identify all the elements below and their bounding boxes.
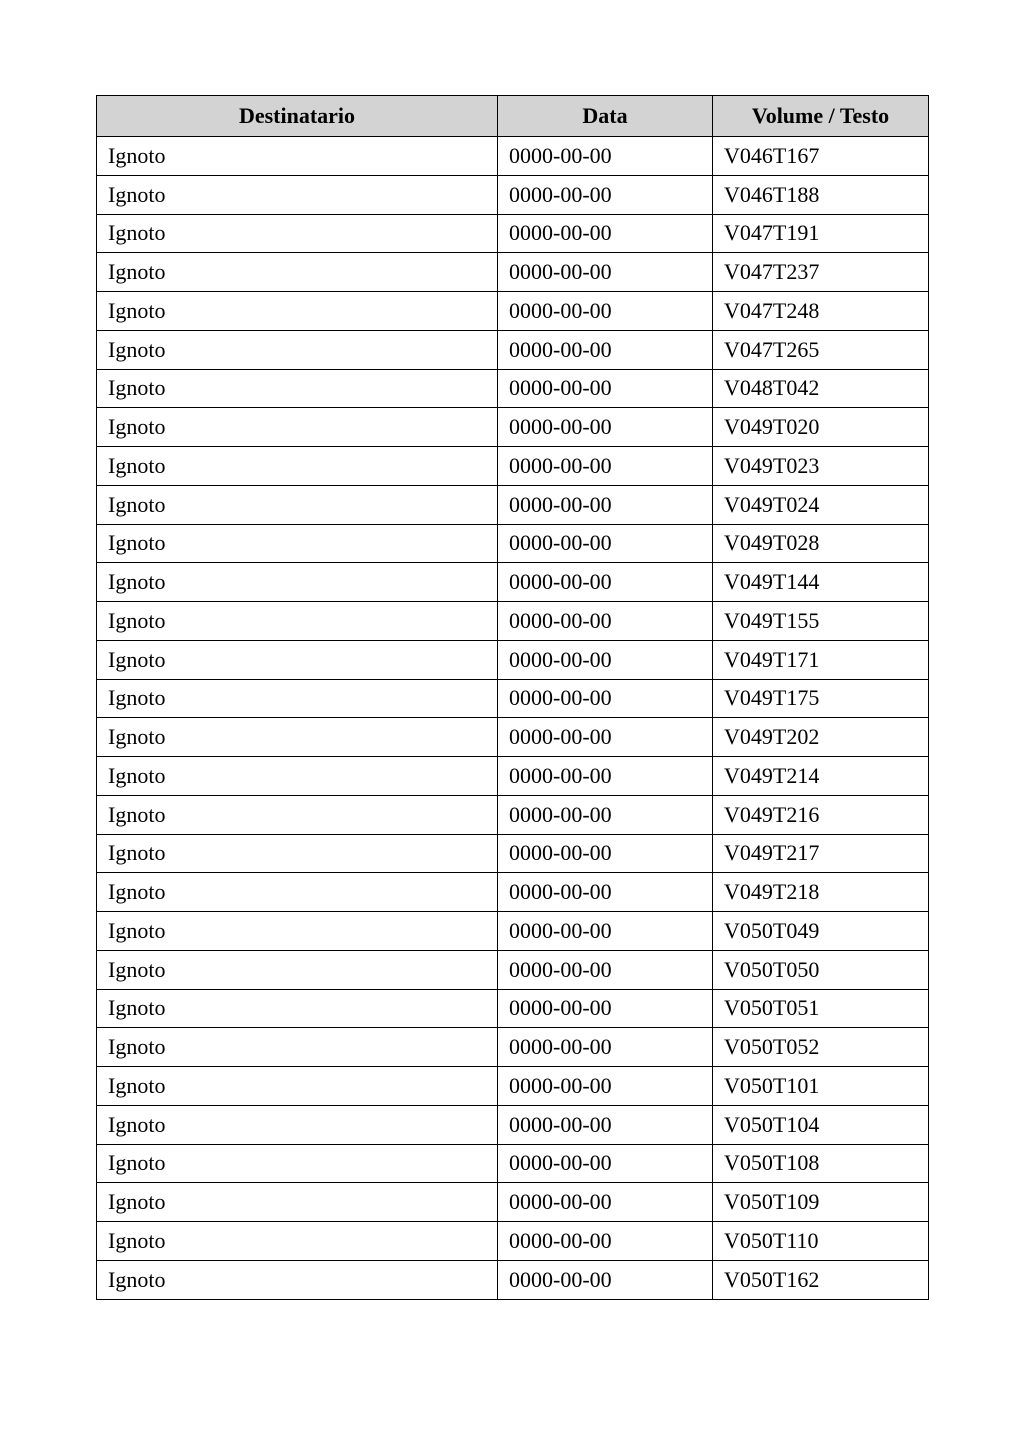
cell-data: 0000-00-00 (498, 1028, 713, 1067)
cell-data: 0000-00-00 (498, 757, 713, 796)
cell-volume: V049T144 (713, 563, 929, 602)
cell-data: 0000-00-00 (498, 1183, 713, 1222)
table-row (97, 1183, 929, 1222)
cell-destinatario: Ignoto (97, 1222, 498, 1261)
cell-volume: V050T108 (713, 1144, 929, 1183)
cell-volume: V048T042 (713, 369, 929, 408)
cell-data: 0000-00-00 (498, 253, 713, 292)
cell-volume: V046T167 (713, 137, 929, 176)
cell-volume: V049T214 (713, 757, 929, 796)
cell-data: 0000-00-00 (498, 718, 713, 757)
cell-data: 0000-00-00 (498, 563, 713, 602)
cell-destinatario: Ignoto (97, 1183, 498, 1222)
cell-volume: V049T202 (713, 718, 929, 757)
cell-destinatario: Ignoto (97, 369, 498, 408)
table-row (97, 137, 929, 176)
cell-volume: V050T051 (713, 989, 929, 1028)
cell-volume: V050T104 (713, 1105, 929, 1144)
cell-data: 0000-00-00 (498, 1144, 713, 1183)
table-row (97, 795, 929, 834)
cell-data: 0000-00-00 (498, 1067, 713, 1106)
table-row (97, 679, 929, 718)
cell-volume: V050T101 (713, 1067, 929, 1106)
table-row (97, 1144, 929, 1183)
cell-destinatario: Ignoto (97, 912, 498, 951)
cell-volume: V047T237 (713, 253, 929, 292)
table-body (97, 137, 929, 1300)
table-row (97, 447, 929, 486)
cell-volume: V047T265 (713, 330, 929, 369)
cell-destinatario: Ignoto (97, 447, 498, 486)
column-header-destinatario: Destinatario (97, 96, 498, 137)
cell-data: 0000-00-00 (498, 989, 713, 1028)
table-row (97, 369, 929, 408)
cell-data: 0000-00-00 (498, 485, 713, 524)
cell-destinatario: Ignoto (97, 1260, 498, 1299)
cell-data: 0000-00-00 (498, 447, 713, 486)
table-row (97, 330, 929, 369)
cell-destinatario: Ignoto (97, 137, 498, 176)
cell-data: 0000-00-00 (498, 214, 713, 253)
table-row (97, 175, 929, 214)
cell-destinatario: Ignoto (97, 1067, 498, 1106)
cell-volume: V049T028 (713, 524, 929, 563)
cell-volume: V046T188 (713, 175, 929, 214)
table-row (97, 485, 929, 524)
table-row (97, 602, 929, 641)
cell-destinatario: Ignoto (97, 718, 498, 757)
cell-data: 0000-00-00 (498, 873, 713, 912)
cell-data: 0000-00-00 (498, 950, 713, 989)
cell-destinatario: Ignoto (97, 485, 498, 524)
cell-data: 0000-00-00 (498, 1260, 713, 1299)
cell-destinatario: Ignoto (97, 292, 498, 331)
cell-destinatario: Ignoto (97, 1028, 498, 1067)
cell-destinatario: Ignoto (97, 1105, 498, 1144)
table-clip-region (96, 95, 932, 1311)
cell-destinatario: Ignoto (97, 214, 498, 253)
table-row (97, 408, 929, 447)
cell-data: 0000-00-00 (498, 292, 713, 331)
table-row (97, 1222, 929, 1261)
table-row (97, 640, 929, 679)
cell-volume: V050T050 (713, 950, 929, 989)
table-row (97, 950, 929, 989)
cell-destinatario: Ignoto (97, 1144, 498, 1183)
cell-destinatario: Ignoto (97, 950, 498, 989)
cell-data: 0000-00-00 (498, 1222, 713, 1261)
cell-volume: V047T248 (713, 292, 929, 331)
cell-destinatario: Ignoto (97, 757, 498, 796)
table-row (97, 873, 929, 912)
table-row (97, 834, 929, 873)
cell-destinatario: Ignoto (97, 408, 498, 447)
cell-destinatario: Ignoto (97, 989, 498, 1028)
cell-volume: V049T020 (713, 408, 929, 447)
cell-data: 0000-00-00 (498, 679, 713, 718)
cell-data: 0000-00-00 (498, 369, 713, 408)
table-row (97, 292, 929, 331)
table-header-row (97, 96, 929, 137)
cell-destinatario: Ignoto (97, 330, 498, 369)
cell-destinatario: Ignoto (97, 253, 498, 292)
cell-destinatario: Ignoto (97, 640, 498, 679)
cell-volume: V049T218 (713, 873, 929, 912)
table-row (97, 718, 929, 757)
table-row (97, 1105, 929, 1144)
cell-destinatario: Ignoto (97, 602, 498, 641)
cell-destinatario: Ignoto (97, 563, 498, 602)
cell-destinatario: Ignoto (97, 679, 498, 718)
cell-volume: V049T171 (713, 640, 929, 679)
table-row (97, 1067, 929, 1106)
cell-destinatario: Ignoto (97, 175, 498, 214)
cell-destinatario: Ignoto (97, 795, 498, 834)
table-row (97, 524, 929, 563)
table-row (97, 1028, 929, 1067)
table-row (97, 757, 929, 796)
cell-destinatario: Ignoto (97, 834, 498, 873)
cell-volume: V050T109 (713, 1183, 929, 1222)
cell-data: 0000-00-00 (498, 834, 713, 873)
cell-volume: V049T216 (713, 795, 929, 834)
cell-volume: V049T024 (713, 485, 929, 524)
cell-volume: V049T175 (713, 679, 929, 718)
cell-destinatario: Ignoto (97, 873, 498, 912)
table-header (97, 96, 929, 137)
column-header-volume-testo: Volume / Testo (713, 96, 929, 137)
cell-volume: V050T110 (713, 1222, 929, 1261)
cell-data: 0000-00-00 (498, 330, 713, 369)
table-row (97, 214, 929, 253)
table-row (97, 1260, 929, 1299)
cell-volume: V050T162 (713, 1260, 929, 1299)
cell-data: 0000-00-00 (498, 1105, 713, 1144)
cell-volume: V049T217 (713, 834, 929, 873)
table-row (97, 253, 929, 292)
recipients-table (96, 95, 929, 1300)
cell-data: 0000-00-00 (498, 137, 713, 176)
table-row (97, 563, 929, 602)
cell-data: 0000-00-00 (498, 408, 713, 447)
cell-data: 0000-00-00 (498, 795, 713, 834)
cell-destinatario: Ignoto (97, 524, 498, 563)
cell-volume: V049T023 (713, 447, 929, 486)
table-row (97, 912, 929, 951)
cell-data: 0000-00-00 (498, 602, 713, 641)
cell-data: 0000-00-00 (498, 175, 713, 214)
table-row (97, 989, 929, 1028)
cell-volume: V047T191 (713, 214, 929, 253)
cell-volume: V050T049 (713, 912, 929, 951)
cell-data: 0000-00-00 (498, 524, 713, 563)
column-header-data: Data (498, 96, 713, 137)
cell-volume: V050T052 (713, 1028, 929, 1067)
cell-data: 0000-00-00 (498, 640, 713, 679)
cell-data: 0000-00-00 (498, 912, 713, 951)
cell-volume: V049T155 (713, 602, 929, 641)
